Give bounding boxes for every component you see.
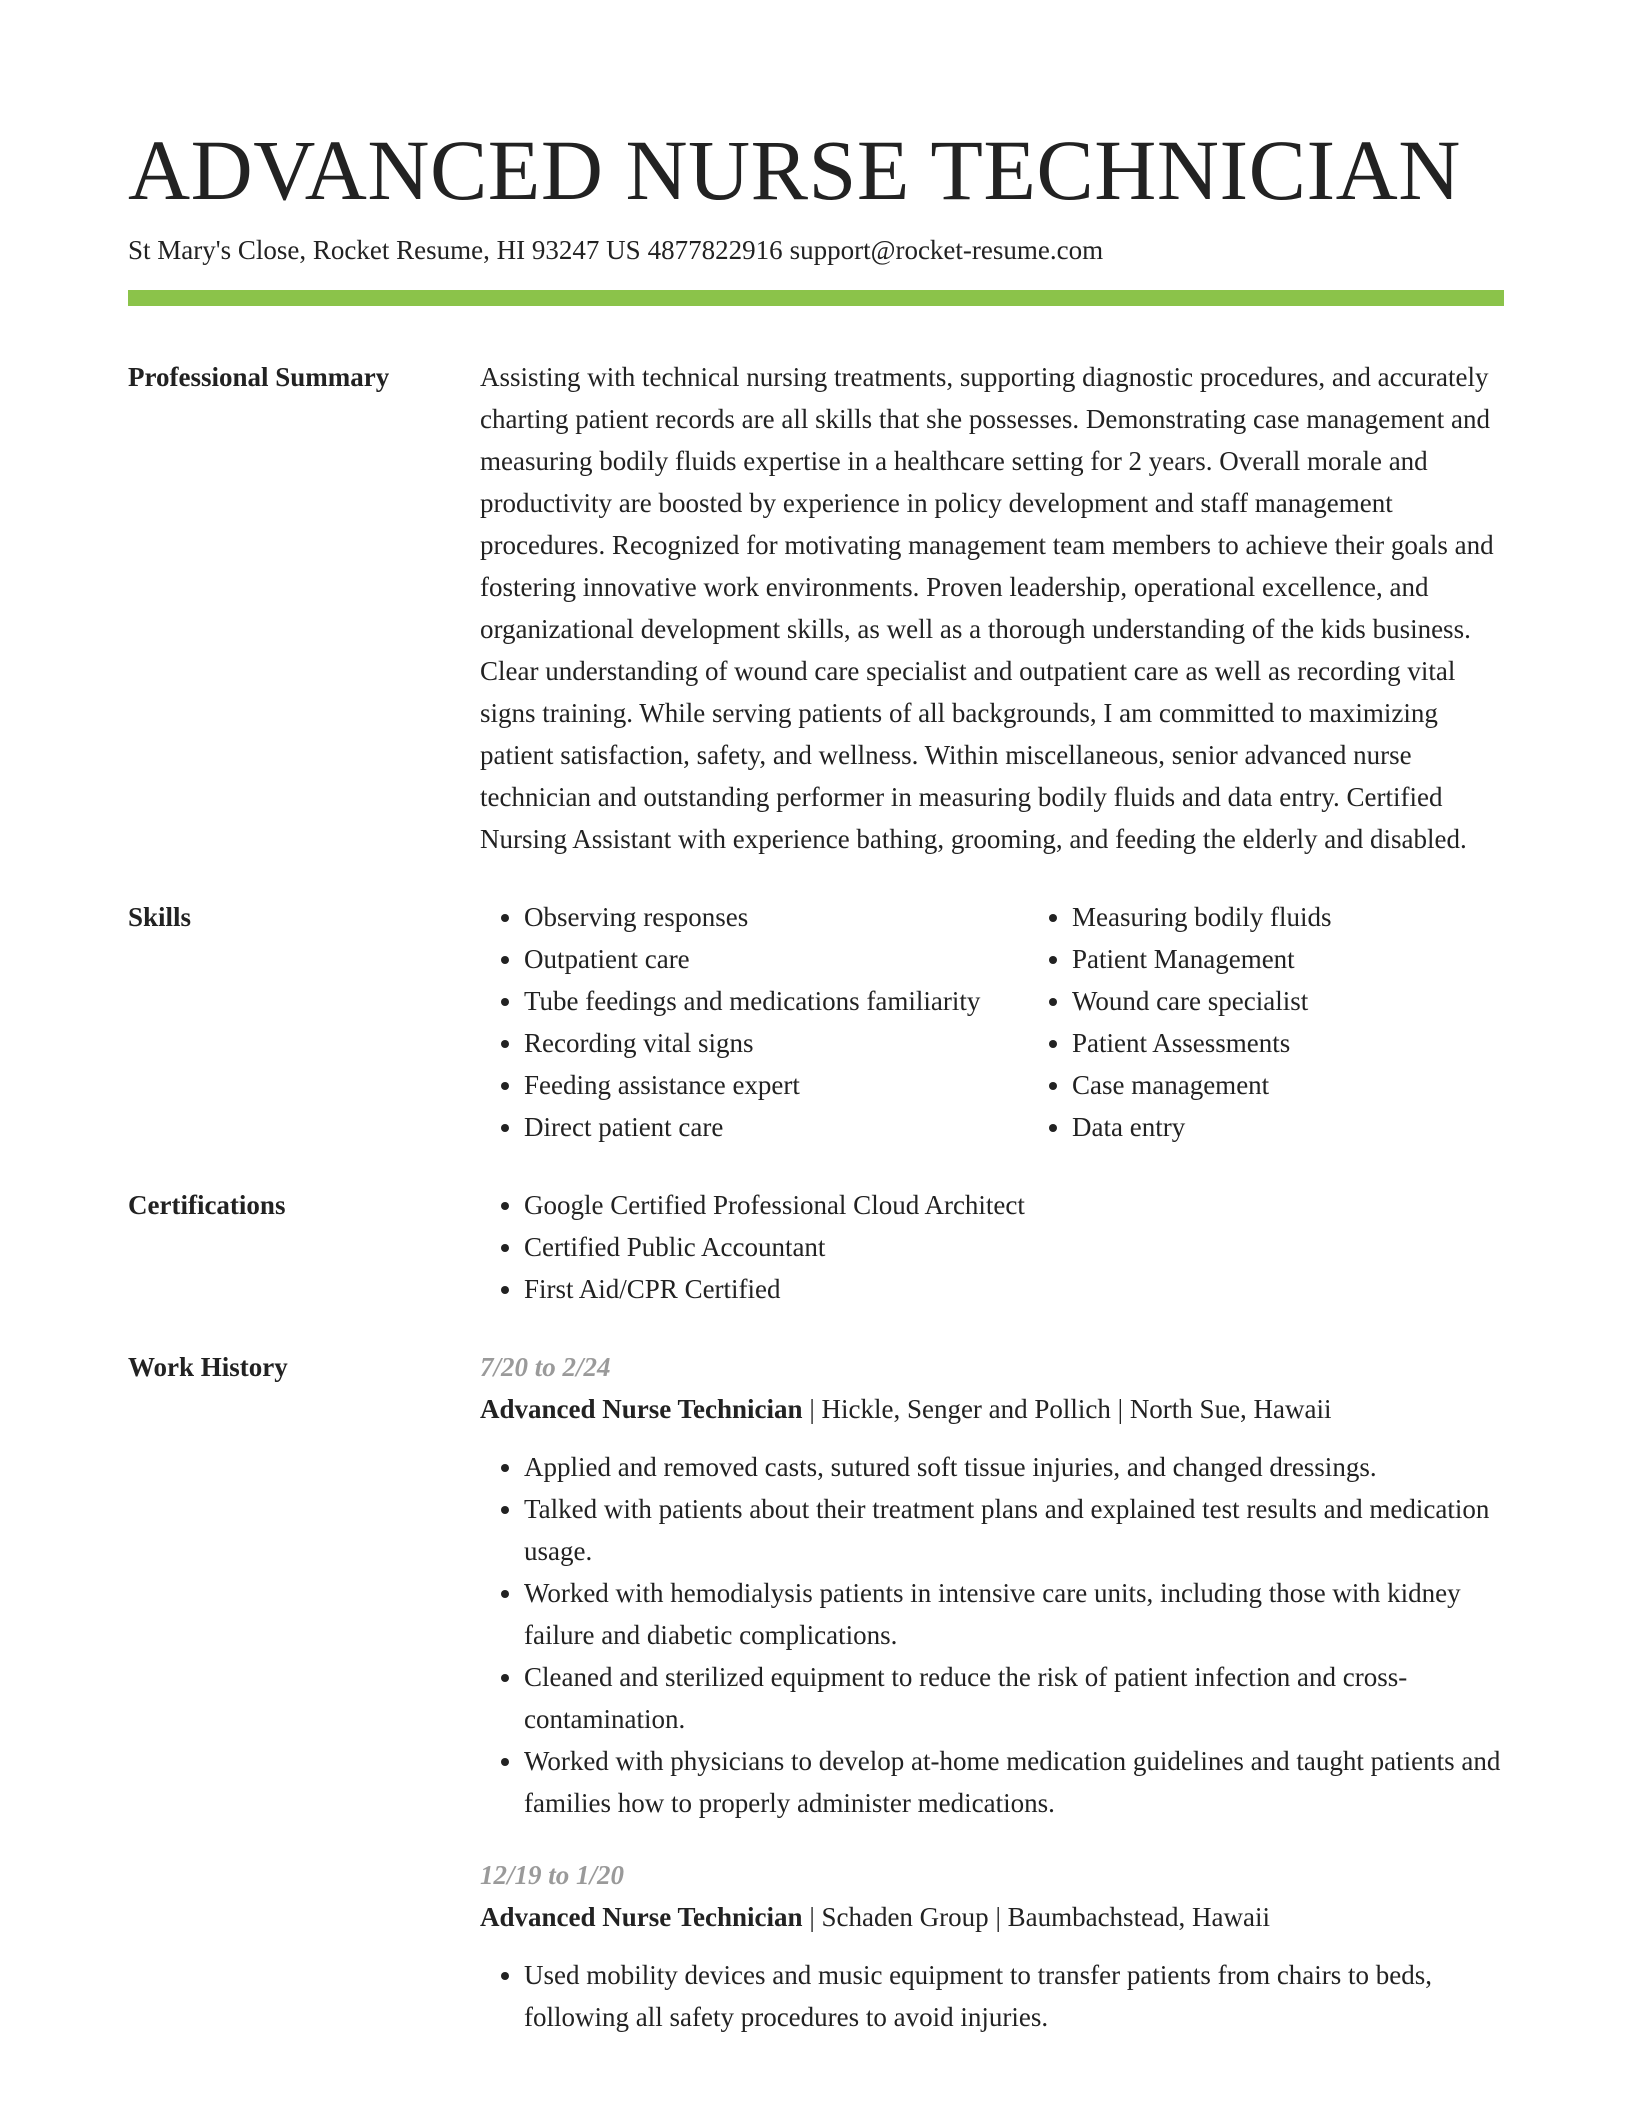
contact-address: St Mary's Close, Rocket Resume, HI 93247 US (128, 235, 641, 265)
work-history-section (128, 1346, 1504, 2068)
job-title: Advanced Nurse Technician (480, 1902, 803, 1932)
job-title: Advanced Nurse Technician (480, 1394, 803, 1424)
contact-email: support@rocket-resume.com (789, 235, 1104, 265)
skill-item: • Patient Management (1072, 938, 1331, 980)
skill-item: • Tube feedings and medications familiarity (524, 980, 1028, 1022)
job-bullet: • Talked with patients about their treatment plans and explained test results and medication usage. (524, 1488, 1504, 1572)
skills-list-right (1028, 896, 1331, 1148)
job-bullet: • Worked with hemodialysis patients in intensive care units, including those with kidney failure and diabetic complications. (524, 1572, 1504, 1656)
skill-item: • Case management (1072, 1064, 1331, 1106)
skill-item: • Patient Assessments (1072, 1022, 1331, 1064)
summary-section (128, 356, 1504, 860)
job-entry (480, 1854, 1504, 2038)
skill-item: • Measuring bodily fluids (1072, 896, 1331, 938)
job-location: Baumbachstead, Hawaii (1007, 1902, 1270, 1932)
skill-item: • Observing responses (524, 896, 1028, 938)
job-heading: Advanced Nurse Technician | Hickle, Senger and Pollich | North Sue, Hawaii (480, 1394, 1332, 1424)
skills-section (128, 896, 1504, 1148)
job-bullets (480, 1954, 1504, 2038)
certification-item: • Google Certified Professional Cloud Architect (524, 1184, 1504, 1226)
contact-line (128, 232, 1504, 268)
section-label-summary: Professional Summary (128, 362, 390, 392)
job-bullet: • Used mobility devices and music equipment to transfer patients from chairs to beds, following all safety procedures to avoid injuries. (524, 1954, 1504, 2038)
job-company: Schaden Group (821, 1902, 989, 1932)
skills-list-left (480, 896, 1028, 1148)
certification-item: • First Aid/CPR Certified (524, 1268, 1504, 1310)
job-dates: 7/20 to 2/24 (480, 1352, 611, 1382)
contact-phone: 4877822916 (647, 235, 783, 265)
job-bullets (480, 1446, 1504, 1824)
skill-item: • Wound care specialist (1072, 980, 1331, 1022)
job-bullet: • Cleaned and sterilized equipment to reduce the risk of patient infection and cross-contamination. (524, 1656, 1504, 1740)
section-label-skills: Skills (128, 902, 192, 932)
skill-item: • Recording vital signs (524, 1022, 1028, 1064)
job-entry (480, 1346, 1504, 1824)
summary-text: Assisting with technical nursing treatments, supporting diagnostic procedures, and accurately charting patient records are all skills that she possesses. Demonstrating case management and measuring bodily fluids expertise in a healthcare setting for 2 years. Overall morale and productivity are boosted by experience in policy development and staff management procedures. Recognized for motivating management team members to achieve their goals and fostering innovative work environments. Proven leadership, operational excellence, and organizational development skills, as well as a thorough understanding of the kids business. Clear understanding of wound care specialist and outpatient care as well as recording vital signs training. While serving patients of all backgrounds, I am committed to maximizing patient satisfaction, safety, and wellness. Within miscellaneous, senior advanced nurse technician and outstanding performer in measuring bodily fluids and data entry. Certified Nursing Assistant with experience bathing, grooming, and feeding the elderly and disabled. (480, 362, 1494, 854)
section-label-certifications: Certifications (128, 1190, 286, 1220)
header-divider (128, 290, 1504, 306)
certifications-list (480, 1184, 1504, 1310)
section-label-work-history: Work History (128, 1352, 288, 1382)
skill-item: • Direct patient care (524, 1106, 1028, 1148)
job-bullet: • Applied and removed casts, sutured soft tissue injuries, and changed dressings. (524, 1446, 1504, 1488)
resume-header (128, 120, 1504, 306)
certification-item: • Certified Public Accountant (524, 1226, 1504, 1268)
certifications-section (128, 1184, 1504, 1310)
skill-item: • Outpatient care (524, 938, 1028, 980)
candidate-name: ADVANCED NURSE TECHNICIAN (128, 122, 1461, 218)
job-location: North Sue, Hawaii (1129, 1394, 1332, 1424)
skill-item: • Data entry (1072, 1106, 1331, 1148)
job-heading: Advanced Nurse Technician | Schaden Group | Baumbachstead, Hawaii (480, 1902, 1270, 1932)
job-dates: 12/19 to 1/20 (480, 1860, 625, 1890)
job-company: Hickle, Senger and Pollich (821, 1394, 1111, 1424)
job-bullet: • Worked with physicians to develop at-home medication guidelines and taught patients and families how to properly administer medications. (524, 1740, 1504, 1824)
skill-item: • Feeding assistance expert (524, 1064, 1028, 1106)
